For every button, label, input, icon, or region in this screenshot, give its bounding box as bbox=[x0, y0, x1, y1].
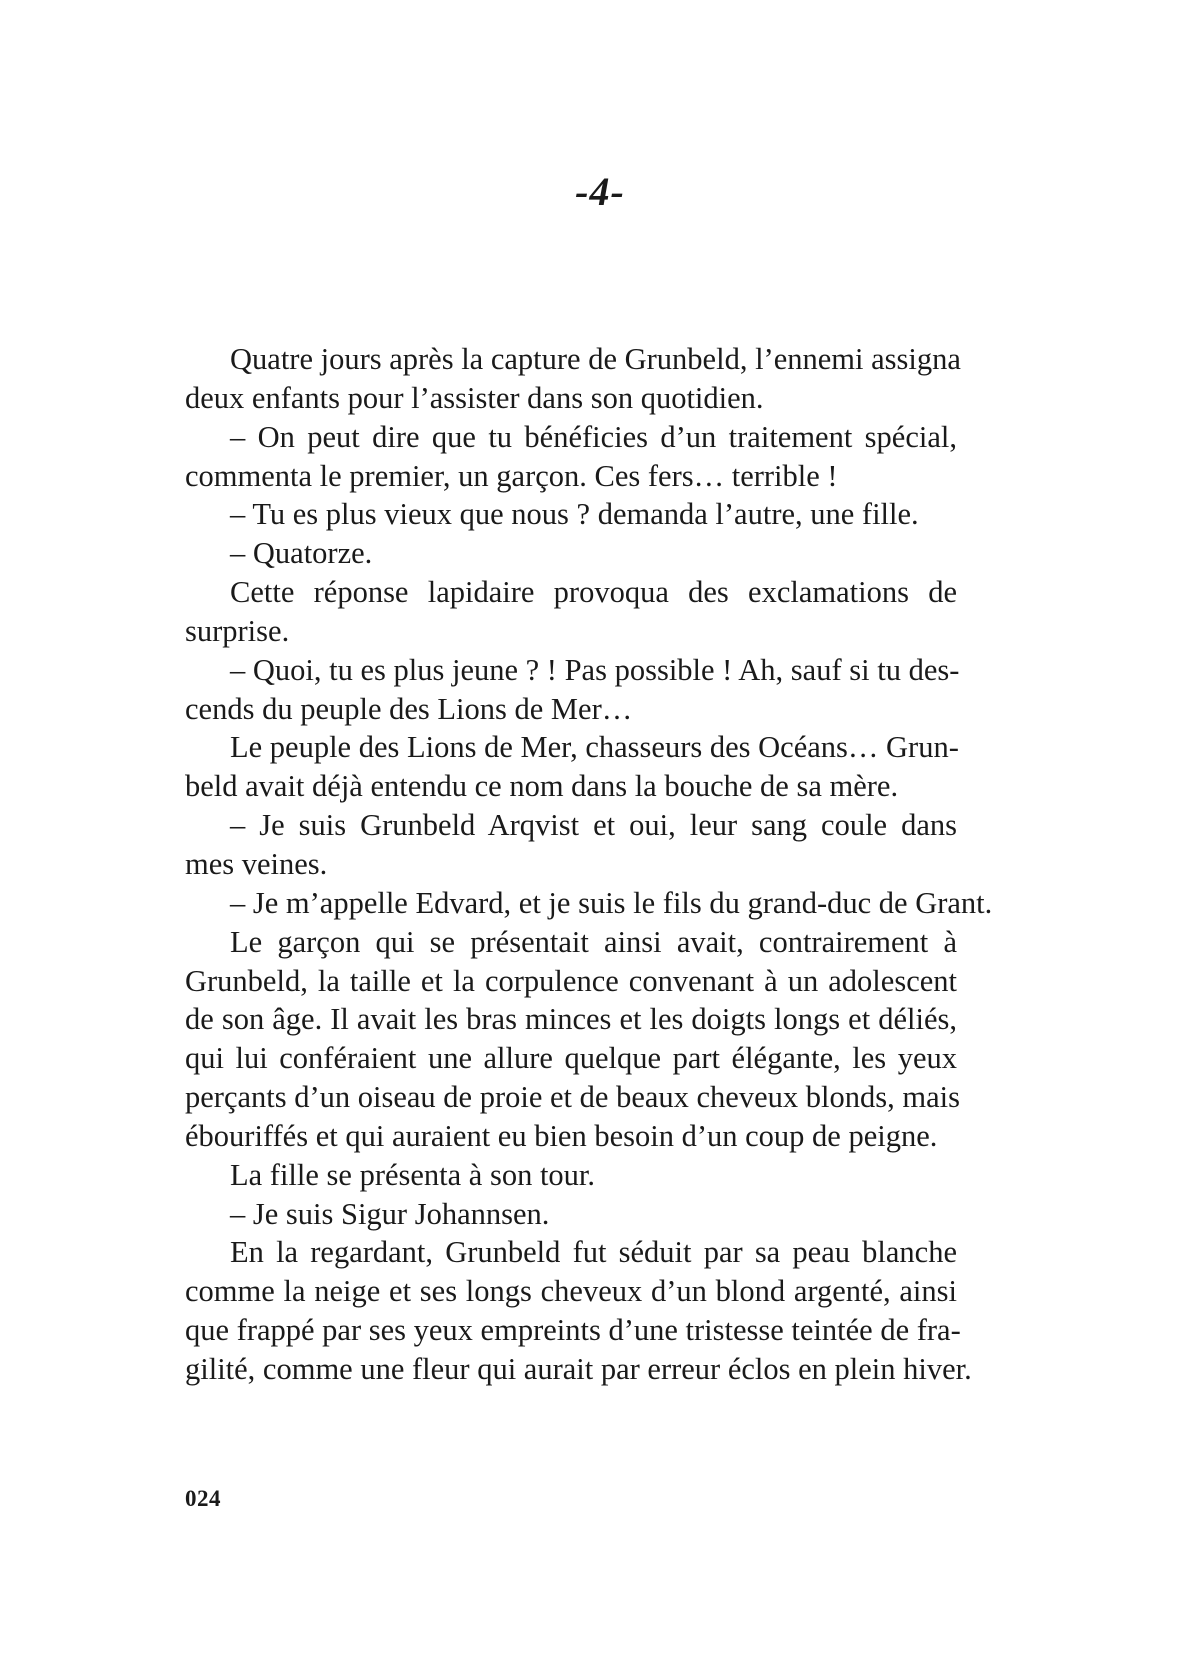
text-line: – Quatorze. bbox=[230, 536, 373, 571]
text-line: cends du peuple des Lions de Mer… bbox=[185, 691, 633, 726]
text-line: commenta le premier, un garçon. Ces fers… terrible ! bbox=[185, 458, 838, 493]
text-line: – On peut dire que tu bénéficies d’un traitement spécial, bbox=[230, 419, 957, 454]
text-line: Le peuple des Lions de Mer, chasseurs des Océans… Grun- bbox=[230, 730, 959, 765]
text-line: beld avait déjà entendu ce nom dans la bouche de sa mère. bbox=[185, 769, 899, 804]
text-line: – Quoi, tu es plus jeune ? ! Pas possible ! Ah, sauf si tu des- bbox=[230, 652, 960, 687]
text-line: deux enfants pour l’assister dans son quotidien. bbox=[185, 380, 764, 415]
text-line: Grunbeld, la taille et la corpulence convenant à un adolescent bbox=[185, 963, 957, 998]
text-line: – Tu es plus vieux que nous ? demanda l’autre, une fille. bbox=[230, 497, 919, 532]
text-line: Le garçon qui se présentait ainsi avait, contrairement à bbox=[230, 924, 957, 959]
body-text bbox=[185, 340, 993, 1389]
text-line: En la regardant, Grunbeld fut séduit par sa peau blanche bbox=[230, 1235, 957, 1270]
page-number: 024 bbox=[185, 1486, 221, 1511]
text-line: Cette réponse lapidaire provoqua des exclamations de bbox=[230, 575, 957, 610]
text-line: Quatre jours après la capture de Grunbeld, l’ennemi assigna bbox=[230, 342, 961, 376]
text-line: ébouriffés et qui auraient eu bien besoin d’un coup de peigne. bbox=[185, 1118, 938, 1153]
text-line: mes veines. bbox=[185, 846, 328, 881]
text-line: gilité, comme une fleur qui aurait par erreur éclos en plein hiver. bbox=[185, 1351, 972, 1386]
text-line: de son âge. Il avait les bras minces et les doigts longs et déliés, bbox=[185, 1002, 957, 1037]
text-line: – Je m’appelle Edvard, et je suis le fils du grand-duc de Grant. bbox=[230, 885, 993, 920]
text-line: comme la neige et ses longs cheveux d’un blond argenté, ainsi bbox=[185, 1274, 957, 1309]
text-line: – Je suis Grunbeld Arqvist et oui, leur sang coule dans bbox=[230, 808, 957, 843]
text-line: La fille se présenta à son tour. bbox=[230, 1157, 596, 1192]
text-line: – Je suis Sigur Johannsen. bbox=[230, 1196, 550, 1231]
text-line: perçants d’un oiseau de proie et de beaux cheveux blonds, mais bbox=[185, 1080, 960, 1115]
text-line: que frappé par ses yeux empreints d’une tristesse teintée de fra- bbox=[185, 1313, 961, 1348]
text-line: qui lui conféraient une allure quelque part élégante, les yeux bbox=[185, 1041, 957, 1076]
chapter-title: -4- bbox=[575, 169, 625, 214]
text-line: surprise. bbox=[185, 613, 290, 648]
